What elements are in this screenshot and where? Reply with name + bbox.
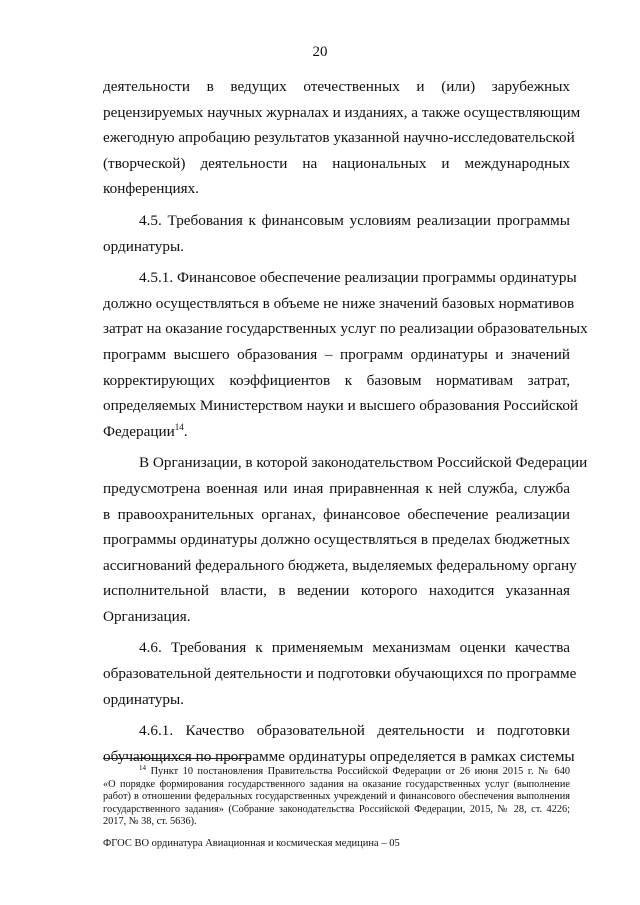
- text-line: конференциях.: [103, 180, 200, 198]
- text-line: программ высшего образования – программ ординатуры и значений: [103, 345, 570, 363]
- footnote-line: 2017, № 38, ст. 5636).: [103, 816, 197, 828]
- text-line: деятельности в ведущих отечественных и (или) зарубежных: [103, 78, 570, 95]
- text-line: в правоохранительных органах, финансовое обеспечение реализации: [103, 505, 570, 523]
- text-line-with-footnote: Федерации$^{14}$.: [103, 421, 188, 440]
- text-line: В Организации, в которой законодательством Российской Федерации: [139, 454, 588, 472]
- footnote-line: «О порядке формирования государственного задания на оказание государственных услуг (выполнение: [103, 778, 570, 790]
- text-line: корректирующих коэффициентов к базовым нормативам затрат,: [103, 371, 570, 389]
- text-line: (творческой) деятельности на национальных и международных: [103, 154, 570, 172]
- paragraph-continuation: [103, 74, 581, 202]
- section-4-5-heading: [103, 208, 570, 259]
- footnote-line: государственного задания» (Собрание законодательства Российской Федерации, 2015, № 28, ст. 4226;: [103, 803, 570, 815]
- text-line: ординатуры.: [103, 237, 184, 255]
- paragraph-4-5-1: [103, 265, 588, 444]
- paragraph-4-6-1: [103, 718, 575, 769]
- text-line: предусмотрена военная или иная приравненная к ней служба, служба: [103, 479, 570, 497]
- section-4-6-heading: [103, 635, 577, 712]
- text-line: должно осуществляться в объеме не ниже значений базовых нормативов: [103, 294, 575, 312]
- paragraph-military-organizations: [103, 450, 588, 629]
- text-line: ассигнований федерального бюджета, выделяемых федеральному органу: [103, 556, 577, 574]
- footnote-reference: 14: [174, 421, 184, 432]
- text-line: ординатуры.: [103, 690, 184, 708]
- text-line: программы ординатуры должно осуществляться в пределах бюджетных: [103, 531, 570, 549]
- text-line: 4.6. Требования к применяемым механизмам оценки качества: [139, 639, 570, 657]
- text-line: определяемых Министерством науки и высшего образования Российской: [103, 397, 579, 415]
- text-line: Организация.: [103, 607, 191, 625]
- text-line: образовательной деятельности и подготовки обучающихся по программе: [103, 665, 577, 683]
- text-line: 4.5. Требования к финансовым условиям реализации программы: [139, 211, 570, 229]
- footnote-marker: 14: [139, 764, 146, 772]
- text-line: затрат на оказание государственных услуг по реализации образовательных: [103, 320, 588, 338]
- text-line: рецензируемых научных журналах и изданиях, а также осуществляющим: [103, 103, 581, 121]
- page-number: 20: [312, 44, 328, 60]
- text-line: обучающихся по программе ординатуры определяется в рамках системы: [103, 747, 575, 765]
- text-line: исполнительной власти, в ведении которого находится указанная: [103, 582, 570, 600]
- text-line: 4.6.1. Качество образовательной деятельности и подготовки: [139, 722, 570, 740]
- page-footer: ФГОС ВО ординатура Авиационная и космическая медицина – 05: [103, 838, 400, 849]
- footnote-line: работ) в отношении федеральных государственных учреждений и финансового обеспечения выполнения: [103, 791, 570, 803]
- text-line: 4.5.1. Финансовое обеспечение реализации программы ординатуры: [139, 269, 577, 287]
- footnote-divider: [103, 758, 251, 759]
- text-line: ежегодную апробацию результатов указанной научно-исследовательской: [103, 129, 575, 147]
- text-line: Федерации: [103, 422, 175, 440]
- footnote: [103, 766, 570, 829]
- footnote-line: $^{14}$ Пункт 10 постановления Правительства Российской Федерации от 26 июня 2015 г. № 640: [139, 764, 570, 777]
- body-text: [103, 74, 588, 769]
